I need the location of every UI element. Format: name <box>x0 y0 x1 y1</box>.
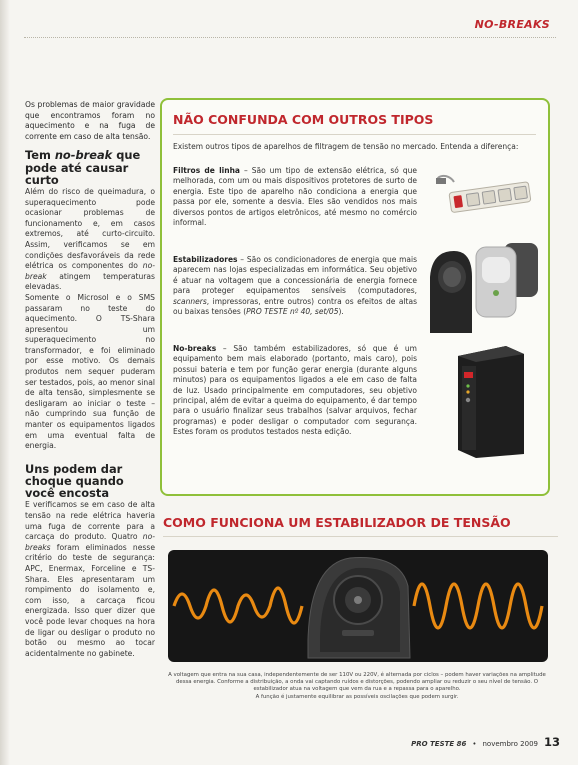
text-run: – São um tipo de extensão elétrica, só que melhorada, com um ou mais dispositivos protetores de surto de energia. Este tipo de aparelho não condiciona a energia que passa por ele, somente a desvia. Eles são vendidos nos mais diversos pontos de artigos eletrônicos, até mesmo no comércio informal. <box>173 166 417 228</box>
heading-short-circuit <box>25 149 155 186</box>
paragraph-overheating <box>25 187 155 293</box>
ups-image <box>452 342 527 460</box>
text-em: PRO TESTE nº 40, set/05 <box>246 307 339 317</box>
line-filter-text <box>173 166 417 228</box>
paragraph-results: Somente o Microsol e o SMS passaram no teste do aquecimento. O TS-Shara apresentou um superaquecimento no transformador, e foi eliminado por esse motivo. Os demais produtos nem sequer puderam ser testados, pois, ao menor sinal de alta tensão, simplesmente se desligaram ao iniciar o teste – não cumprindo sua função de manter os equipamentos ligados em uma eventual falta de energia. <box>25 292 155 451</box>
heading-part: Tem <box>25 148 55 163</box>
comparison-box <box>160 98 550 496</box>
text-em: scanners <box>173 296 207 306</box>
box-intro: Existem outros tipos de aparelhos de filtragem de tensão no mercado. Entenda a diferença: <box>173 142 519 151</box>
caption-line: A voltagem que entra na sua casa, independentemente de ser 110V ou 220V, é alternada por ciclos – podem haver variações na amplitude dessa energia. Conforme a distribuição, a onda vai captando ruídos e distorções, podendo ampliar ou reduzir o seu nível de tensão. O estabilizador atua na voltagem que vem da rua e a repassa para o aparelho. <box>168 672 546 693</box>
stabilizer-text <box>173 255 417 317</box>
text-run: E verificamos se em caso de alta tensão na rede elétrica haveria uma fuga de corrente para a carcaça do produto. Quatro <box>25 500 155 542</box>
heading-part: que pode até causar curto <box>25 148 141 187</box>
diagram-caption <box>166 672 548 701</box>
text-em: no-break <box>25 261 155 281</box>
issue-date: novembro 2009 <box>482 740 538 748</box>
text-run: , impressoras, entre outros) contra os efeitos de altas ou baixas tensões ( <box>173 296 417 317</box>
text-run: foram eliminados nesse critério do teste de segurança: APC, Enermax, Forceline e TS-Shara. Eles apresentaram um rompimento do isolamento e, com isso, a carcaça ficou energizada. Isso quer dizer que você pode levar choques na hora de ligar ou desligar o produto no botão ou mesmo ao tocar acidentalmente no gabinete. <box>25 542 155 658</box>
text-em: no-breaks <box>25 532 155 552</box>
intro-paragraph: Os problemas de maior gravidade que encontramos foram no aquecimento e na fuga de corrente em caso de alta tensão. <box>25 100 155 141</box>
page-fold-shadow <box>0 0 10 765</box>
left-column <box>25 100 155 659</box>
text-run: – São também estabilizadores, só que é um equipamento bem mais elaborado (portanto, mais caro), pois possui bateria e tem por função gerar energia (durante alguns minutos) para os equipamentos ligados a ele em caso de falta de luz. Usado principalmente em computadores, seu objetivo principal, além de evitar a queima do equipamento, é dar tempo para o usuário finalizar seus trabalhos (salvar arquivos, fechar programas) e poder desligar o computador com segurança. Estes foram os produtos testados nesta edição. <box>173 344 417 437</box>
heading-shock: Uns podem dar choque quando você encosta <box>25 461 124 501</box>
page-number: 13 <box>543 735 560 749</box>
power-strip-image <box>434 174 532 214</box>
box-title-rule <box>173 134 536 135</box>
text-run: ). <box>338 307 344 317</box>
box-title: NÃO CONFUNDA COM OUTROS TIPOS <box>173 112 434 127</box>
text-run: – São os condicionadores de energia que mais aparecem nas lojas especializadas em informática. Seu objetivo é atuar na voltagem que a concessionária de energia fornece para proteger equipamentos sensíveis (computadores, <box>173 255 417 296</box>
stabilizers-image <box>424 237 542 337</box>
term-label: Filtros de linha <box>173 166 240 175</box>
no-break-text <box>173 344 417 438</box>
magazine-name: PRO TESTE 86 <box>411 740 467 748</box>
diagram-rule <box>163 536 558 537</box>
section-label: NO-BREAKS <box>474 18 550 31</box>
page-footer <box>411 735 560 749</box>
term-label: No-breaks <box>173 344 217 353</box>
text-run: Além do risco de queimadura, o superaquecimento pode ocasionar problemas de funcionamento e, em casos extremos, até curto-circuito. Assim, verificamos se em condições desfavoráveis da rede elétrica os componentes do <box>25 186 155 271</box>
text-run: atingem temperaturas elevadas. <box>25 271 155 292</box>
diagram-title: COMO FUNCIONA UM ESTABILIZADOR DE TENSÃO <box>163 515 511 530</box>
header-rule <box>24 37 556 38</box>
footer-separator: • <box>472 740 477 748</box>
heading-em: no-break <box>54 148 113 163</box>
paragraph-shock <box>25 500 155 659</box>
stabilizer-diagram <box>160 540 555 665</box>
term-label: Estabilizadores <box>173 255 238 264</box>
caption-line: A função é justamente equilibrar as possíveis oscilações que podem surgir. <box>255 693 459 700</box>
